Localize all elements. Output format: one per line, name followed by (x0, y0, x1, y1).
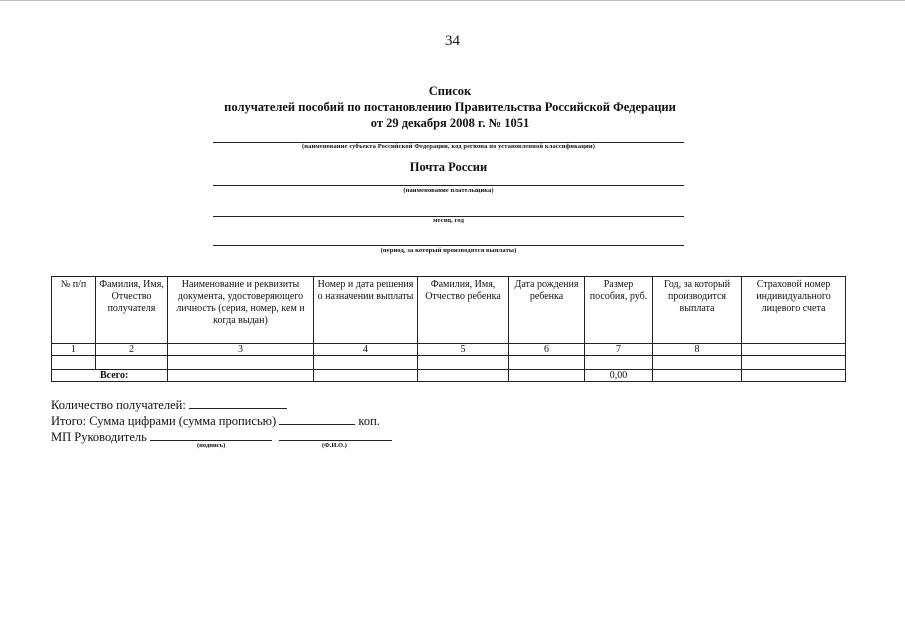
header-cell: № п/п (52, 277, 96, 344)
title-line-1: Список (428, 84, 472, 98)
scan-top-edge (0, 0, 905, 3)
table-cell (585, 356, 653, 370)
month-caption: месяц, год (433, 217, 464, 224)
table-cell (418, 370, 509, 382)
head-label: МП Руководитель (51, 430, 147, 444)
payer-line (213, 185, 684, 186)
recipients-count-line (51, 396, 287, 413)
column-number-cell: 7 (585, 344, 653, 356)
signature-caption: (подпись) (197, 442, 226, 449)
table-cell (653, 370, 742, 382)
column-number-cell: 5 (418, 344, 509, 356)
column-number-cell: 4 (314, 344, 418, 356)
column-number-cell: 6 (509, 344, 585, 356)
period-line (213, 245, 684, 246)
payer-caption: (наименование плательщика) (403, 187, 494, 194)
recipients-table (51, 276, 846, 382)
header-cell: Год, за который производится выплата (653, 277, 742, 344)
table-cell (168, 370, 314, 382)
column-number-cell (742, 344, 846, 356)
header-cell: Размер пособия, руб. (585, 277, 653, 344)
title-line-2: получателей пособий по постановлению Правительства Российской Федерации (224, 100, 676, 114)
sum-unit: коп. (358, 414, 380, 428)
column-number-cell: 2 (96, 344, 168, 356)
table-cell (742, 370, 846, 382)
header-cell: Дата рождения ребенка (509, 277, 585, 344)
table-cell (52, 356, 96, 370)
column-number-row (52, 344, 846, 356)
header-cell: Фамилия, Имя, Отчество получателя (96, 277, 168, 344)
title-line-3: от 29 декабря 2008 г. № 1051 (370, 116, 530, 130)
period-caption: (период, за который производятся выплаты) (380, 247, 517, 254)
header-cell: Номер и дата решения о назначении выплаты (314, 277, 418, 344)
column-number-cell: 3 (168, 344, 314, 356)
table-cell (509, 370, 585, 382)
table-cell (509, 356, 585, 370)
region-caption: (наименование субъекта Российской Федерации, код региона по установленной классификации) (302, 143, 595, 150)
signature-blank (150, 428, 272, 441)
page-number: 34 (445, 33, 460, 49)
total-sum-line (51, 412, 380, 429)
count-blank (189, 396, 287, 409)
total-row (52, 370, 846, 382)
table-cell (742, 356, 846, 370)
total-amount: 0,00 (585, 370, 653, 382)
header-cell: Страховой номер индивидуального лицевого счета (742, 277, 846, 344)
table-cell (96, 356, 168, 370)
column-number-cell: 1 (52, 344, 96, 356)
count-label: Количество получателей: (51, 398, 186, 412)
name-blank (279, 428, 392, 441)
total-label: Всего: (52, 370, 168, 382)
sum-blank (279, 412, 355, 425)
table-cell (653, 356, 742, 370)
column-number-cell: 8 (653, 344, 742, 356)
table-cell (314, 356, 418, 370)
header-cell: Наименование и реквизиты документа, удостоверяющего личность (серия, номер, кем и когда выдан) (168, 277, 314, 344)
document-title (150, 83, 750, 131)
sum-label: Итого: Сумма цифрами (сумма прописью) (51, 414, 277, 428)
table-cell (168, 356, 314, 370)
header-cell: Фамилия, Имя, Отчество ребенка (418, 277, 509, 344)
table-cell (418, 356, 509, 370)
name-caption: (Ф.И.О.) (322, 442, 347, 449)
table-cell (314, 370, 418, 382)
table-row (52, 356, 846, 370)
payer-name: Почта России (409, 160, 488, 174)
table-header-row (52, 277, 846, 344)
